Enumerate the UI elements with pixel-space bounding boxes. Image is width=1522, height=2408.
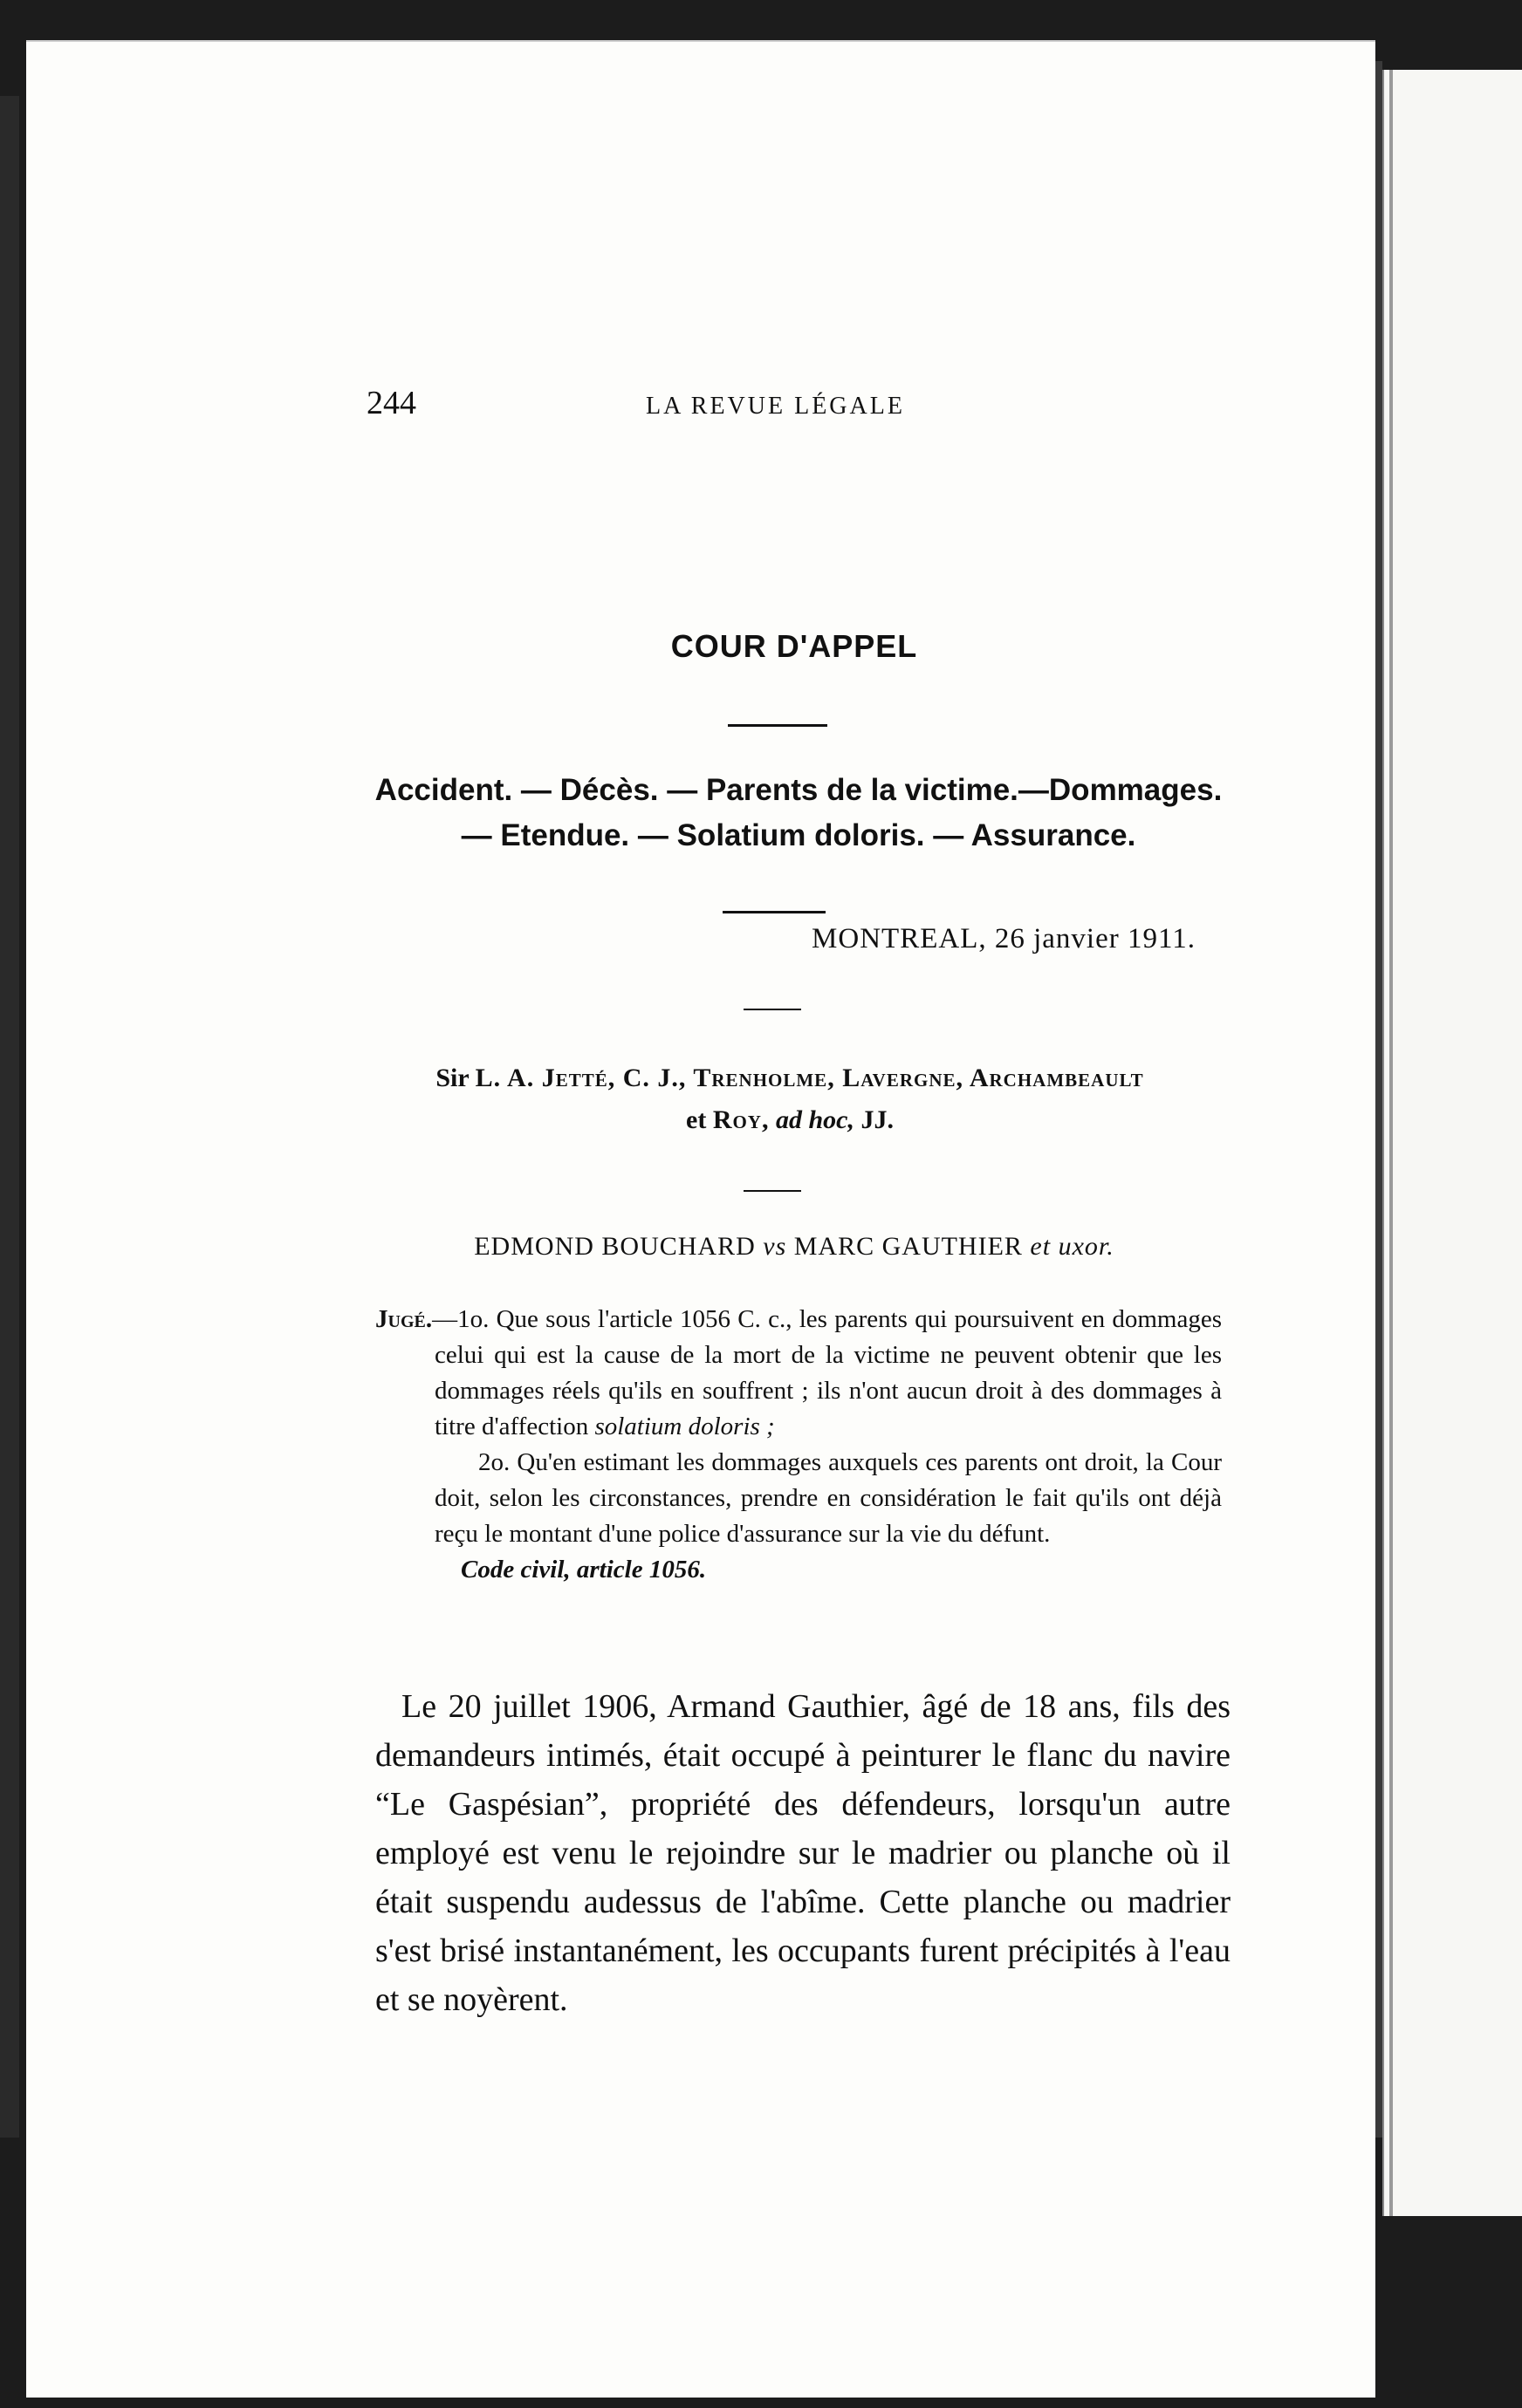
judges-ad-hoc: ad hoc, (775, 1105, 854, 1134)
held-summary (375, 1302, 1222, 1588)
held-paragraph-2: 2o. Qu'en estimant les dommages auxquels ces parents ont droit, la Cour doit, selon les circonstances, prendre en considération le fait qu'ils ont déjà reçu le montant d'une police d'assurance sur la vie du défunt. (435, 1448, 1222, 1548)
body-text (375, 1682, 1231, 2024)
adjacent-page-shadow (1389, 70, 1393, 2216)
held-para1-italic: solatium doloris ; (594, 1413, 775, 1440)
held-para1-text: —1o. Que sous l'article 1056 C. c., les parents qui poursuivent en dommages celui qui est la cause de la mort de la victime ne peuvent obtenir que les dommages réels qu'ils en souffrent ; ils n'ont aucun droit à des dommages à titre d'affection (432, 1305, 1222, 1440)
scan-left-edge (0, 96, 19, 2138)
judges-jj: JJ. (860, 1105, 894, 1134)
document-page (26, 40, 1375, 2398)
case-parties (358, 1232, 1231, 1262)
judges-et: et (686, 1105, 707, 1134)
et-uxor: et uxor. (1030, 1232, 1114, 1261)
judges-sir: Sir (435, 1064, 470, 1092)
court-heading: COUR D'APPEL (670, 628, 918, 664)
page-number: 244 (367, 385, 416, 421)
headnote-subject (358, 768, 1239, 859)
versus: vs (763, 1232, 787, 1261)
place-date: MONTREAL, 26 janvier 1911. (812, 923, 1196, 954)
held-label: Jugé. (375, 1305, 433, 1333)
separator-rule (723, 911, 826, 913)
separator-rule (744, 1190, 801, 1192)
subject-line-1: Accident. — Décès. — Parents de la victime.—Dommages. (374, 773, 1223, 807)
separator-rule (744, 1009, 801, 1010)
journal-title: LA REVUE LÉGALE (646, 393, 905, 420)
judges-names: L. A. Jetté, C. J., Trenholme, Lavergne, Archambeault (475, 1064, 1144, 1092)
appellant: EDMOND BOUCHARD (474, 1232, 756, 1261)
held-paragraph-1 (375, 1302, 1222, 1445)
subject-line-2: — Etendue. — Solatium doloris. — Assurance. (461, 818, 1136, 852)
separator-rule (728, 724, 827, 727)
held-citation: Code civil, article 1056. (461, 1556, 707, 1584)
body-paragraph: Le 20 juillet 1906, Armand Gauthier, âgé de 18 ans, fils des demandeurs intimés, était occupé à peinturer le flanc du navire “Le Gaspésian”, propriété des défendeurs, lorsqu'un autre employé est venu le rejoindre sur le madrier ou planche où il était suspendu audessus de l'abîme. Cette planche ou madrier s'est brisé instantanément, les occupants furent précipités à l'eau et se noyèrent. (375, 1688, 1231, 2018)
judges-roy: Roy, (712, 1105, 770, 1134)
running-head (367, 384, 1239, 436)
respondent: MARC GAUTHIER (793, 1232, 1023, 1261)
adjacent-page-edge (1382, 70, 1522, 2216)
judges-list (349, 1057, 1231, 1141)
